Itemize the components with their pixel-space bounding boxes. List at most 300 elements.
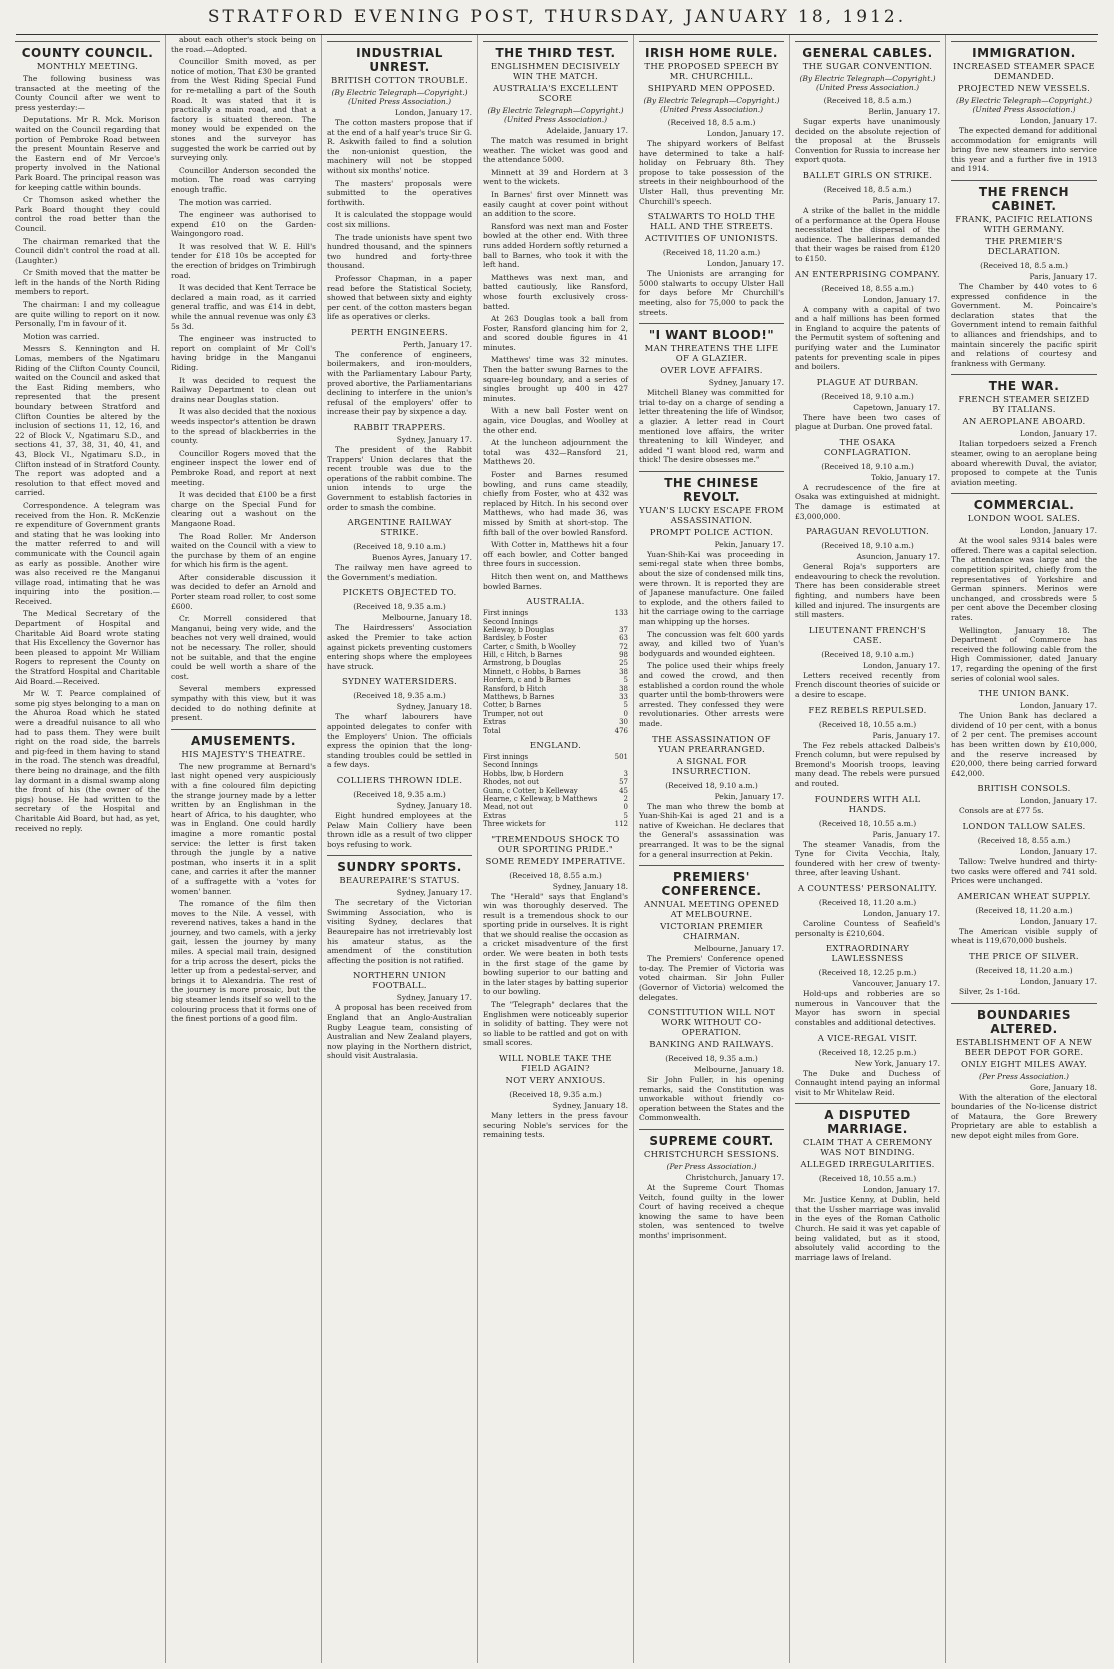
article (327, 518, 472, 582)
article-subheading: SYDNEY WATERSIDERS. (342, 677, 457, 688)
paragraph: Councillor Anderson seconded the motion. The road was carrying enough traffic. (171, 165, 316, 194)
paragraph: Eight hundred employees at the Pelaw Main Colliery have been thrown idle as a result of two clipper boys refusing to work. (327, 810, 472, 849)
scorecard-row (483, 718, 628, 726)
dateline: Sydney, January 18. (396, 702, 472, 712)
article-subheading: RABBIT TRAPPERS. (353, 423, 446, 434)
scorecard (483, 609, 628, 735)
paragraph: Motion was carried. (23, 331, 100, 341)
article-subheading: EXTRAORDINARY LAWLESSNESS (825, 944, 910, 965)
paragraph: The steamer Vanadis, from the Tyne for Civita Vecchia, Italy, foundered with her crew of twenty-three, after leaving Ushant. (795, 839, 940, 878)
paragraph: The following business was transacted at the meeting of the County Council after we went to press yesterday:— (15, 74, 160, 112)
paragraph: It was decided to request the Railway Department to clean out drains near Douglas station. (171, 375, 316, 404)
received-time: (Received 18, 9.35 a.m.) (353, 691, 446, 701)
column-7 (946, 35, 1102, 1663)
column-4 (478, 35, 634, 1663)
article-subheading: BRITISH CONSOLS. (977, 784, 1071, 795)
article-subheading: VICTORIAN PREMIER CHAIRMAN. (660, 922, 763, 943)
article (795, 1034, 940, 1098)
paragraph: It was also decided that the noxious weeds inspector's attention be drawn to the spread of blackberries in the county. (171, 407, 316, 446)
scorecard-row (483, 778, 628, 786)
article-subheading: ALLEGED IRREGULARITIES. (800, 1160, 935, 1171)
article-subheading: PERTH ENGINEERS. (350, 327, 449, 338)
scorecard-name: Gunn, c Cotter, b Kelleway (483, 786, 578, 795)
article-subheading: STALWARTS TO HOLD THE HALL AND THE STREETS. (647, 212, 776, 233)
press-credit: (Per Press Association.) (979, 1071, 1069, 1081)
scorecard-name: First innings (483, 752, 529, 761)
article (951, 689, 1097, 778)
dateline: London, January 17. (1020, 976, 1097, 986)
article-subheading: AUSTRALIA. (526, 597, 585, 608)
scorecard-runs: 38 (619, 667, 628, 676)
received-time: (Received 18, 10.55 a.m.) (818, 719, 917, 729)
scorecard-row (483, 787, 628, 795)
article-subheading: WILL NOBLE TAKE THE FIELD AGAIN? (499, 1054, 612, 1074)
article-subheading: PROJECTED NEW VESSELS. (957, 84, 1091, 94)
article (327, 776, 472, 849)
paragraph: Deputations. Mr R. Mck. Morison waited on the Council regarding that portion of Pembroke Road between the present Mountain Reserve and the Eastern end of Mr Vercoe's property involved in the National Park Board. The principal reason was for keeping cattle within bounds. (15, 115, 160, 192)
paragraph: The Unionists are arranging for 5000 stalwarts to occupy Ulster Hall for days before Mr Churchill's meeting, also for 75,000 to pack the streets. (639, 269, 784, 317)
paragraph: Cr. Morrell considered that Manganui, being very wide, and the beaches not very well drained, would not be necessary. The roller, should not be suitable, and that the engine could be well worth a share of the cost. (171, 614, 316, 681)
press-credit: (By Electric Telegraph—Copyright.) (United Press Association.) (487, 106, 624, 124)
article-headline: AMUSEMENTS. (171, 729, 316, 748)
article-headline: BOUNDARIES ALTERED. (951, 1003, 1097, 1036)
scorecard-runs (611, 618, 628, 626)
paragraph: The president of the Rabbit Trappers' Union declares that the recent trouble was due to the operations of the rabbit combine. The union intends to urge the Government to establish factories in order to smash the combine. (327, 445, 472, 512)
column-1 (10, 35, 166, 1663)
article-subheading: PICKETS OBJECTED TO. (342, 588, 457, 599)
paragraph: Hitch then went on, and Matthews bowled Barnes. (483, 571, 628, 591)
column-6 (790, 35, 946, 1663)
scorecard-name: Cotter, b Barnes (483, 701, 541, 710)
paragraph: It was decided that Kent Terrace be declared a main road, as it carried general traffic, and was £14 in debt, while the annual revenue was only £3 5s 3d. (171, 283, 316, 331)
newspaper-columns (0, 35, 1114, 1663)
scorecard-runs (613, 761, 628, 769)
paragraph: Mr. Justice Kenny, at Dublin, held that the Ussher marriage was invalid in the eyes of the Roman Catholic Church. He said it was yet capable of being validated, but as it stood, absolutely valid according to the marriage laws of Ireland. (795, 1195, 940, 1262)
article (951, 892, 1097, 946)
dateline: Sydney, January 18. (552, 881, 628, 891)
paragraph: Mitchell Blaney was committed for trial to-day on a charge of sending a letter threatening the life of Windsor, a glazier. A letter read in Court mentioned love affairs, the writer threatening to kill Windeyer, and added "I want blood red, warm and thick! The desire obsesses me." (639, 388, 784, 465)
paragraph: The new programme at Bernard's last night opened very auspiciously with a fine coloured film depicting the strange journey made by a letter written by an Englishman in the heart of Africa, to his daughter, who was in England. One could hardly imagine a more romantic postal service: the letter is first taken through the jungle by a native postman, who inserts it in a split cane, and carries it after the manner of a suffragette with a 'votes for women' banner. (171, 761, 316, 896)
paragraph: The "Telegraph" declares that the Englishmen were noticeably superior in solidity of batting. They were not so liable to be rattled and got on with small scores. (483, 1000, 628, 1048)
article-headline: "I WANT BLOOD!" (639, 323, 784, 342)
scorecard-runs: 5 (623, 676, 628, 685)
dateline: Berlin, January 17. (868, 107, 940, 116)
scorecard-name: Ransford, b Hitch (483, 684, 547, 693)
article-subheading: BRITISH COTTON TROUBLE. (331, 76, 468, 86)
scorecard-runs: 2 (623, 794, 628, 803)
scorecard-row (483, 626, 628, 634)
dateline: London, January 17. (1020, 916, 1097, 926)
received-time: (Received 18, 9.10 a.m.) (821, 541, 914, 551)
article-subheading: CLAIM THAT A CEREMONY WAS NOT BINDING. (802, 1138, 933, 1159)
received-time: (Received 18, 9.35 a.m.) (353, 789, 446, 799)
dateline: London, January 17. (1020, 796, 1097, 806)
paragraph: Silver, 2s 1-16d. (959, 986, 1021, 996)
scorecard-runs: 112 (614, 820, 628, 829)
dateline: Capetown, January 17. (853, 402, 940, 412)
scorecard-runs: 45 (619, 786, 628, 795)
article-subheading: THE PRICE OF SILVER. (969, 951, 1079, 962)
article (951, 1003, 1097, 1141)
article (639, 212, 784, 317)
dateline: Melbourne, January 18. (381, 613, 472, 623)
dateline: Sydney, January 17. (396, 888, 472, 898)
dateline: Tokio, January 17. (871, 472, 940, 482)
paragraph: about each other's stock being on the road.—Adopted. (171, 35, 316, 54)
dateline: Adelaide, January 17. (546, 126, 628, 135)
masthead: STRATFORD EVENING POST, THURSDAY, JANUARY 18, 1912. (16, 0, 1098, 35)
press-credit: (By Electric Telegraph—Copyright.) (United Press Association.) (643, 96, 780, 114)
scorecard-row (483, 701, 628, 709)
scorecard-runs: 57 (619, 778, 628, 787)
paragraph: With a new ball Foster went on again, vice Douglas, and Woolley at the other end. (483, 406, 628, 435)
paragraph: The match was resumed in bright weather. The wicket was good and the attendance 5000. (483, 136, 628, 165)
article-headline: COUNTY COUNCIL. (15, 41, 160, 60)
scorecard-runs: 3 (623, 769, 628, 778)
scorecard-row (483, 803, 628, 811)
scorecard-name: Bardsley, b Foster (483, 634, 547, 643)
received-time: (Received 18, 8.55 a.m.) (977, 835, 1071, 845)
paragraph: After considerable discussion it was decided to defer an Arnold and Porter steam road roller, to cost some £600. (171, 572, 316, 611)
column-3 (322, 35, 478, 1663)
article-subheading: MONTHLY MEETING. (36, 62, 139, 72)
paragraph: The "Herald" says that England's win was thoroughly deserved. The result is a tremendous shock to our sporting pride in ourselves. It is right that we should realise the occasion as a cricket misadventure of the first order. We were beaten in both tests in the first stage of the game by bowling superior to our batting and in the later stages by batting superior to our bowling. (483, 891, 628, 997)
article (795, 884, 940, 938)
scorecard-name: Matthews, b Barnes (483, 693, 555, 702)
dateline: Sydney, January 17. (396, 435, 472, 445)
article-subheading: FRENCH STEAMER SEIZED BY ITALIANS. (958, 395, 1090, 416)
scorecard-name: Armstrong, b Douglas (483, 659, 561, 668)
paragraph: The man who threw the bomb at Yuan-Shih-Kai is aged 21 and is a native of Kweichan. He declares that the General's assassination was prearranged. It was to be the signal for a general insurrection at Pekin. (639, 801, 784, 859)
article-headline: A DISPUTED MARRIAGE. (795, 1103, 940, 1136)
article-subheading: A COUNTESS' PERSONALITY. (797, 883, 938, 894)
article-subheading: THE PREMIER'S DECLARATION. (985, 236, 1063, 257)
article-subheading: AMERICAN WHEAT SUPPLY. (957, 891, 1091, 902)
received-time: (Received 18, 9.10 a.m.) (821, 649, 914, 659)
paragraph: The American visible supply of wheat is 119,670,000 bushels. (951, 926, 1097, 946)
article-subheading: SOME REMEDY IMPERATIVE. (485, 856, 626, 867)
paragraph: The conference of engineers, boilermakers, and iron-moulders, with the Parliamentary Labour Party, proved abortive, the Parliamentarians declining to interfere in the union's refusal of the employers' offer to increase their pay by sixpence a day. (327, 349, 472, 417)
article-headline: THE WAR. (951, 374, 1097, 393)
article (327, 855, 472, 965)
received-time: (Received 18, 12.25 p.m.) (818, 1047, 917, 1057)
article (327, 41, 472, 322)
paragraph: A company with a capital of two and a half millions has been formed in England to acquire the patents of the Permutit system of softening and purifying water and the Luminator patents for preventing scale in pipes and boilers. (795, 304, 940, 372)
article-headline: INDUSTRIAL UNREST. (327, 41, 472, 74)
paragraph: Sir John Fuller, in his opening remarks, said the Constitution was unworkable without friendly co-operation between the States and the Commonwealth. (639, 1075, 784, 1123)
article (795, 527, 940, 620)
article (795, 944, 940, 1027)
article (795, 706, 940, 789)
paragraph: Correspondence. A telegram was received from the Hon. R. McKenzie re expenditure of Government grants and stating that he was looking into the matter referred to and will communicate with the Council again as early as possible. Another wire was also received re the Manganui village road, intimating that he was inquiring into the position.—Received. (15, 500, 160, 606)
received-time: (Received 18, 8.55 a.m.) (821, 283, 914, 293)
paragraph: At the luncheon adjournment the total was 432—Ransford 21, Matthews 20. (483, 438, 628, 467)
dateline: London, January 17. (863, 660, 940, 670)
paragraph: The shipyard workers of Belfast have determined to take a half-holiday on February 8th. They propose to take possession of the streets in their neighbourhood of the Ulster Hall, thus preventing Mr. Churchill's speech. (639, 139, 784, 206)
article-subheading: BALLET GIRLS ON STRIKE. (802, 170, 933, 181)
scorecard-row (483, 618, 628, 626)
article (795, 626, 940, 700)
scorecard-row (483, 651, 628, 659)
paragraph: The motion was carried. (179, 197, 272, 207)
scorecard-row (483, 659, 628, 667)
scorecard-row (483, 643, 628, 651)
article-subheading: THE OSAKA CONFLAGRATION. (823, 437, 912, 458)
scorecard-runs: 133 (614, 609, 628, 618)
article-subheading: AN ENTERPRISING COMPANY. (795, 269, 940, 280)
paragraph: The chairman: I and my colleague are quite willing to report on it now. Personally, I'm in favour of it. (15, 300, 160, 329)
press-credit: (By Electric Telegraph—Copyright.) (United Press Association.) (955, 96, 1093, 114)
dateline: Christchurch, January 17. (685, 1173, 784, 1183)
scorecard-name: Total (483, 726, 501, 735)
paragraph: It was resolved that W. E. Hill's tender for £18 10s be accepted for the erection of bridges on Trimbirugh road. (171, 241, 316, 280)
scorecard-row (483, 668, 628, 676)
article-subheading: LONDON TALLOW SALES. (962, 821, 1086, 832)
paragraph: Several members expressed sympathy with this view, but it was decided to do nothing definite at present. (171, 684, 316, 723)
paragraph: The wharf labourers have appointed delegates to confer with the Employers' Union. The officials express the opinion that the long-standing troubles could be settled in a few days. (327, 712, 472, 770)
dateline: London, January 17. (707, 259, 784, 269)
article-subheading: PARAGUAN REVOLUTION. (805, 527, 930, 538)
received-time: (Received 18, 9.35 a.m.) (665, 1054, 758, 1064)
paragraph: The concussion was felt 600 yards away, and killed two of Yuan's bodyguards and wounded eighteen. (639, 629, 784, 658)
paragraph: The expected demand for additional accommodation for emigrants will bring five new steamers into service this year and a further five in 1913 and 1914. (951, 126, 1097, 174)
received-time: (Received 18, 9.10 a.m.) (665, 780, 758, 790)
article (951, 952, 1097, 997)
article-subheading: LIEUTENANT FRENCH'S CASE. (808, 625, 927, 646)
article-headline: THE FRENCH CABINET. (951, 180, 1097, 213)
received-time: (Received 18, 11.20 a.m.) (975, 905, 1073, 915)
scorecard-runs: 30 (619, 718, 628, 727)
column-5 (634, 35, 790, 1663)
paragraph: Minnett at 39 and Hordern at 3 went to the wickets. (483, 167, 628, 187)
scorecard-runs: 0 (623, 709, 628, 718)
paragraph: Cr Thomson asked whether the Park Board thought they could control the road better than the Council. (15, 195, 160, 233)
scorecard-row (483, 812, 628, 820)
dateline: Pekin, January 17. (714, 539, 784, 549)
paragraph: Mr W. T. Pearce complained of some pig styes belonging to a man on the Ahuroa Road which he stated were a dreadful nuisance to all who had to pass them. They were built right on the road side, the barrels and pig-feed in them having to stand in the road. The stench was dreadful, there being no drainage, and the filth lay dormant in a dismal swamp along the front of his (the owner of the pigs) house. He had written to the secretary of the Hospital and Charitable Aid Board, but had, as yet, received no reply. (15, 689, 160, 833)
scorecard-name: Hobbs, lbw, b Hordern (483, 769, 564, 778)
paragraph: Councillor Rogers moved that the engineer inspect the lower end of Pembroke Road, and report at next meeting. (171, 448, 316, 487)
scorecard-name: Extras (483, 811, 506, 820)
dateline: Sydney, January 17. (396, 993, 472, 1003)
paragraph: At 263 Douglas took a ball from Foster, Ransford glancing him for 2, and scored double figures in 41 minutes. (483, 314, 628, 352)
article-headline: COMMERCIAL. (951, 493, 1097, 512)
article-headline: IMMIGRATION. (951, 41, 1097, 60)
scorecard-name: Second Innings (483, 761, 538, 770)
article (639, 1008, 784, 1123)
article (171, 729, 316, 1024)
article (951, 374, 1097, 487)
received-time: (Received 18, 8.5 a.m.) (823, 96, 912, 105)
scorecard-row (483, 609, 628, 617)
article-subheading: BEAUREPAIRE'S STATUS. (339, 876, 460, 887)
paragraph: The Road Roller. Mr Anderson waited on the Council with a view to the purchase by them of an engine for which his firm is the agent. (171, 531, 316, 570)
paragraph: The railway men have agreed to the Government's mediation. (327, 563, 472, 582)
article (639, 471, 784, 729)
received-time: (Received 18, 12.25 p.m.) (818, 968, 917, 978)
dateline: Melbourne, January 18. (693, 1065, 784, 1075)
paragraph: A proposal has been received from England that an Anglo-Australian Rugby League team, consisting of Australian and New Zealand players, now playing in the Northern district, should visit Australasia. (327, 1003, 472, 1061)
dateline: Sydney, January 17. (708, 378, 784, 388)
article-subheading: ARGENTINE RAILWAY STRIKE. (347, 518, 452, 539)
paragraph: Professor Chapman, in a paper read before the Statistical Society, showed that between sixty and eighty per cent. of the cotton masters began life as operatives or clerks. (327, 273, 472, 322)
paragraph: It was decided that £100 be a first charge on the Special Fund for clearing out a washout on the Mangaone Road. (171, 490, 316, 528)
article-subheading: THE UNION BANK. (978, 689, 1070, 700)
article (795, 378, 940, 432)
article-subheading: AN AEROPLANE ABOARD. (962, 417, 1086, 428)
article-subheading: HIS MAJESTY'S THEATRE. (181, 749, 306, 760)
received-time: (Received 18, 11.20 a.m.) (818, 897, 917, 907)
scorecard-row (483, 761, 628, 769)
paragraph: Messrs S. Kennington and H. Lomas, members of the Ngatimaru Riding of the Clifton County Council, waited on the Council and asked that the East Riding members, who represented that the present boundary between Stratford and Clifton Counties be altered by the inclusion of sections 11, 12, 16, and 22 of Block V., Ngatimaru S.D., and sections 41, 37, 38, 31, 40, 41, and 43, Block VI., Ngatimaru S.D., in Clifton instead of in Stratford County. The report was adopted and a resolution to that effect moved and carried. (15, 344, 160, 498)
column-2 (166, 35, 322, 1663)
paragraph: A recrudescence of the fire at Osaka was extinguished at midnight. The damage is estimated at £3,000,000. (795, 482, 940, 521)
article-subheading: THE ASSASSINATION OF YUAN PREARRANGED. (652, 734, 771, 755)
article-subheading: FEZ REBELS REPULSED. (808, 705, 927, 716)
dateline: London, January 17. (863, 294, 940, 304)
paragraph: Consols are at £77 5s. (959, 806, 1044, 816)
paragraph: Hold-ups and robberies are so numerous in Vancouver that the Mayor has sworn in special constables and additional detectives. (795, 989, 940, 1027)
dateline: Perth, January 17. (402, 339, 472, 349)
paragraph: It is calculated the stoppage would cost six millions. (327, 210, 472, 229)
paragraph: The trade unionists have spent two hundred thousand, and the spinners two hundred and forty-three thousand. (327, 232, 472, 271)
scorecard-name: Extras (483, 718, 506, 727)
article (951, 784, 1097, 816)
paragraph: The Duke and Duchess of Connaught intend paying an informal visit to Mr Whitelaw Reid. (795, 1068, 940, 1097)
scorecard-name: Minnett, c Hobbs, b Barnes (483, 667, 581, 676)
article (795, 438, 940, 521)
article (327, 588, 472, 671)
article-subheading: A SIGNAL FOR INSURRECTION. (672, 756, 751, 777)
paragraph: The masters' proposals were submitted to the operatives forthwith. (327, 178, 472, 207)
article-subheading: SHIPYARD MEN OPPOSED. (647, 84, 776, 94)
article-headline: IRISH HOME RULE. (639, 41, 784, 60)
article (483, 741, 628, 829)
scorecard-runs: 33 (619, 693, 628, 702)
paragraph: Letters received recently from French discount theories of suicide or a desire to escape. (795, 670, 940, 699)
article-subheading: A VICE-REGAL VISIT. (817, 1033, 918, 1044)
dateline: London, January 17. (707, 129, 784, 138)
article-subheading: CONSTITUTION WILL NOT WORK WITHOUT CO-OPERATION. (647, 1008, 776, 1039)
article (795, 270, 940, 372)
dateline: London, January 17. (1020, 429, 1097, 439)
article (951, 822, 1097, 886)
received-time: (Received 18, 11.20 a.m.) (975, 965, 1073, 975)
paragraph: The Chamber by 440 votes to 6 expressed confidence in the Government. M. Poincaire's declaration states that the Government intend to remain faithful to alliances and friendships, and to maintain sincerely the pacific spirit and relations of courtesy and frankness with Germany. (951, 281, 1097, 368)
received-time: (Received 18, 8.5 a.m.) (823, 184, 912, 194)
article-subheading: "TREMENDOUS SHOCK TO OUR SPORTING PRIDE." (491, 834, 620, 855)
paragraph: Sugar experts have unanimously decided on the absolute rejection of the proposal at the Brussels Convention for Russia to increase her export quota. (795, 117, 940, 165)
received-time: (Received 18, 9.35 a.m.) (509, 1090, 602, 1099)
paragraph: The Hairdressers' Association asked the Premier to take action against pickets preventing customers entering shops where the employees have struck. (327, 623, 472, 671)
press-credit: (By Electric Telegraph—Copyright.) (United Press Association.) (331, 88, 468, 106)
dateline: London, January 17. (863, 1185, 940, 1195)
article-subheading: THE SUGAR CONVENTION. (802, 62, 933, 72)
paragraph: With Cotter in, Matthews hit a four off each bowler, and Cotter banged three fours in succession. (483, 540, 628, 569)
article (639, 41, 784, 206)
article (795, 41, 940, 165)
received-time: (Received 18, 9.35 a.m.) (353, 602, 446, 612)
paragraph: At the wool sales 9314 bales were offered. There was a capital selection. The attendance was large and the competition spirited, chiefly from the representatives of Yorkshire and German spinners. Merinos were unchanged, and crossbreds were 5 per cent above the December closing rates. (951, 536, 1097, 623)
article (15, 41, 160, 833)
scorecard-row (483, 634, 628, 642)
dateline: London, January 17. (395, 108, 472, 117)
dateline: London, January 17. (1020, 116, 1097, 125)
article (795, 171, 940, 264)
article-headline: THE THIRD TEST. (483, 41, 628, 60)
article (483, 1054, 628, 1140)
article-headline: SUPREME COURT. (639, 1129, 784, 1148)
scorecard-runs: 63 (619, 634, 628, 643)
scorecard-runs: 38 (619, 684, 628, 693)
received-time: (Received 18, 9.10 a.m.) (353, 542, 446, 552)
scorecard-row (483, 676, 628, 684)
received-time: (Received 18, 11.20 a.m.) (662, 248, 761, 258)
article-subheading: FRANK, PACIFIC RELATIONS WITH GERMANY. (955, 214, 1093, 235)
paragraph: Wellington, January 18. The Department of Commerce has received the following cable from the High Commissioner, dated January 17, regarding the opening of the first series of colonial wool sales. (951, 625, 1097, 683)
dateline: Pekin, January 17. (714, 791, 784, 801)
scorecard-runs: 476 (614, 726, 628, 735)
paragraph: The engineer was instructed to report on complaint of Mr Coll's having bridge in the Manganui Riding. (171, 334, 316, 372)
paragraph: Caroline Countess of Seafield's personalty is £210,604. (795, 918, 940, 938)
paragraph: Cr Smith moved that the matter be left in the hands of the North Riding members to report. (15, 268, 160, 297)
dateline: London, January 17. (1020, 846, 1097, 856)
scorecard-runs: 5 (623, 811, 628, 820)
paragraph: Matthews was next man, and batted cautiously, like Ransford, whose fourth exclusively cross-batted. (483, 272, 628, 311)
scorecard-name: Hearne, c Kelleway, b Matthews (483, 794, 598, 803)
article-subheading: LONDON WOOL SALES. (967, 514, 1081, 525)
paragraph: Councillor Smith moved, as per notice of motion, That £30 be granted from the West Riding Special Fund for re-metalling a part of the South Road. It was stated that it is practically a main road, and that a factory is situated thereon. The money would be expended on the stones and the surveyor has suggested the work be carried out by surveying only. (171, 57, 316, 163)
article-subheading: PROMPT POLICE ACTION. (649, 527, 774, 538)
paragraph: The chairman remarked that the Council didn't control the road at all. (Laughter.) (15, 236, 160, 265)
article-subheading: OVER LOVE AFFAIRS. (660, 366, 763, 377)
scorecard-row (483, 710, 628, 718)
dateline: Paris, January 17. (872, 195, 940, 205)
article-subheading: FOUNDERS WITH ALL HANDS. (814, 794, 921, 815)
scorecard-row (483, 727, 628, 735)
scorecard-name: First innings (483, 609, 529, 618)
scorecard-row (483, 770, 628, 778)
paragraph: Many letters in the press favour securing Noble's services for the remaining tests. (483, 1111, 628, 1140)
scorecard-runs: 0 (623, 803, 628, 812)
dateline: Melbourne, January 17. (693, 944, 784, 954)
paragraph: In Barnes' first over Minnett was easily caught at cover point without an addition to the score. (483, 189, 628, 219)
dateline: London, January 17. (863, 908, 940, 918)
article-subheading: ONLY EIGHT MILES AWAY. (960, 1059, 1088, 1070)
article-headline: PREMIERS' CONFERENCE. (639, 865, 784, 898)
scorecard (483, 753, 628, 829)
scorecard-name: Carter, c Smith, b Woolley (483, 642, 576, 651)
article (639, 735, 784, 860)
paragraph: Matthews' time was 32 minutes. Then the batter swung Barnes to the square-leg boundary, and a series of singles brought up 400 in 427 minutes. (483, 355, 628, 403)
article-headline: GENERAL CABLES. (795, 41, 940, 60)
press-credit: (By Electric Telegraph—Copyright.) (United Press Association.) (799, 74, 936, 92)
scorecard-name: Rhodes, not out (483, 778, 539, 787)
paragraph: The Fez rebels attacked Dalbeis's French column, but were repulsed by Bremond's Moorish troops, leaving many dead. The rebels were pursued and routed. (795, 740, 940, 788)
article-subheading: ESTABLISHMENT OF A NEW BEER DEPOT FOR GORE. (956, 1037, 1092, 1058)
dateline: Asuncion, January 17. (856, 552, 940, 562)
article-subheading: ANNUAL MEETING OPENED AT MELBOURNE. (643, 900, 780, 921)
scorecard-runs: 501 (614, 752, 628, 761)
article-subheading: INCREASED STEAMER SPACE DEMANDED. (953, 62, 1095, 82)
article (483, 597, 628, 735)
scorecard-runs: 25 (619, 659, 628, 668)
article (795, 795, 940, 878)
article-subheading: NORTHERN UNION FOOTBALL. (352, 971, 447, 992)
received-time: (Received 18, 9.10 a.m.) (821, 391, 914, 401)
article (327, 328, 472, 417)
dateline: Paris, January 17. (872, 730, 940, 740)
